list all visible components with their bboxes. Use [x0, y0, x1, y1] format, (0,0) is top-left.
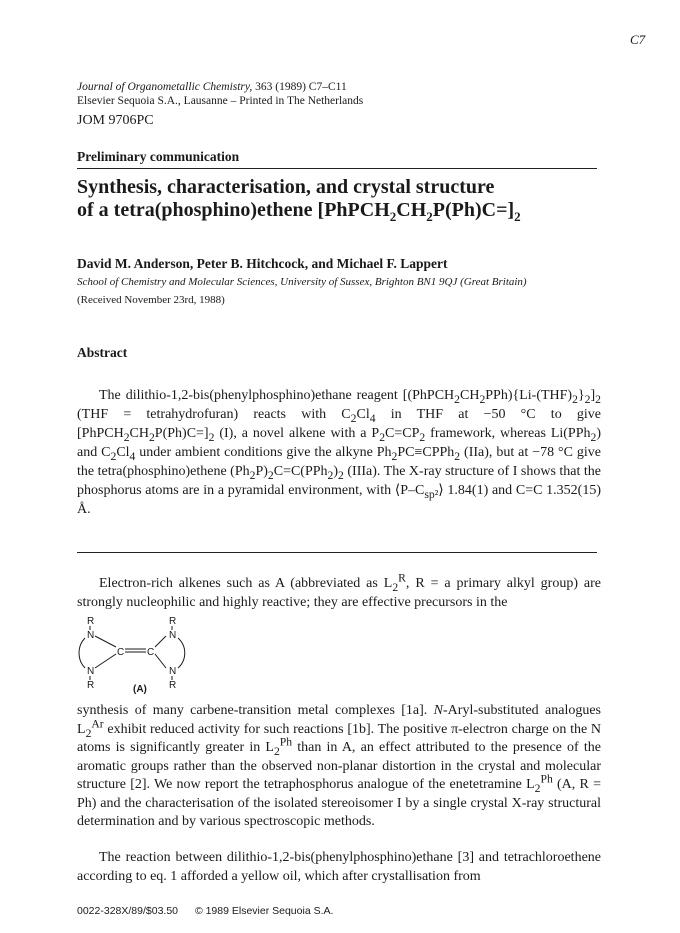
body-paragraph-2: synthesis of many carbene-transition metal complexes [1a]. N-Aryl-substituted analogues $L_2^{Ar}$ exhibit reduced activity for such reactions [1b]. The positive π-electron charge on the N atoms is significantly greater in $L_2^{Ph}$ than in A, an effect attributed to the presence of the aromatic groups rather than the observed non-planar distortion in the crystal and molecular structure [2]. We now report the tetraphosphorus analogue of the enetetramine $L_2^{Ph}$ (A, R = Ph) and the characterisation of the isolated stereoisomer I by a single crystal X-ray structural determination and by various spectroscopic methods. [77, 703, 602, 829]
atom-r-bottom-left: R [87, 680, 95, 691]
affiliation: School of Chemistry and Molecular Sciences, University of Sussex, Brighton BN1 9QJ (Great Britain) [77, 276, 527, 288]
structure-label: (A) [133, 684, 147, 695]
atom-n-bottom-left: N [87, 666, 95, 677]
section-label: Preliminary communication [77, 149, 240, 164]
body-paragraph-3: The reaction between dilithio-1,2-bis(phenylphosphino)ethane [3] and tetrachloroethene according to eq. 1 afforded a yellow oil, which after crystallisation from [77, 850, 601, 884]
publisher-line: Elsevier Sequoia S.A., Lausanne – Printed in The Netherlands [77, 95, 364, 107]
atom-c-right: C [147, 647, 155, 658]
jom-code: JOM 9706PC [77, 113, 154, 128]
atom-n-bottom-right: N [169, 666, 177, 677]
atom-r-bottom-right: R [169, 680, 177, 691]
atom-r-top-left: R [87, 616, 95, 627]
abstract-heading: Abstract [77, 345, 128, 360]
authors: David M. Anderson, Peter B. Hitchcock, and Michael F. Lappert [77, 256, 448, 271]
journal-name: Journal of Organometallic Chemistry, [77, 81, 253, 93]
title-line-2: of a tetra(phosphino)ethene $[PhPCH_2CH_2P(Ph)C=]_2$ [77, 199, 521, 224]
abstract-text: The dilithio-1,2-bis(phenylphosphino)ethane reagent $[(PhPCH_2CH_2PPh)\{Li-(THF)_2\}_2]_2$ (THF = tetrahydrofuran) reacts with $C_2Cl_4$ in THF at −50 °C to give $[PhPCH_2CH_2P(Ph)C=]_2$ (I), a novel alkene with a $P_2C=CP_2$ framework, whereas Li(PPh$_2$) and $C_2Cl_4$ under ambient conditions give the alkyne $Ph_2PC\equiv CPPh_2$ (IIa), but at −78 °C give the tetra(phosphino)ethene $(Ph_2P)_2C=C(PPh_2)_2$ (IIIa). The X-ray structure of I shows that the phosphorus atoms are in a pyramidal environment, with $⟨P-C_{sp^2}⟩$ 1.84(1) and C=C 1.352(15) Å. [77, 388, 602, 517]
received-date: (Received November 23rd, 1988) [77, 294, 225, 306]
atom-n-top-left: N [87, 630, 95, 641]
journal-ref: 363 (1989) C7–C11 [252, 81, 347, 93]
abstract-rule [77, 552, 597, 553]
page-footer [77, 905, 347, 917]
atom-n-top-right: N [169, 630, 177, 641]
title-line-1: Synthesis, characterisation, and crystal structure [77, 176, 495, 198]
atom-r-top-right: R [169, 616, 177, 627]
atom-c-left: C [117, 647, 125, 658]
structure-A-diagram [77, 616, 217, 694]
body-paragraph-1: Electron-rich alkenes such as A (abbreviated as $L_2^R$, R = a primary alkyl group) are strongly nucleophilic and highly reactive; they are effective precursors in the [77, 571, 602, 610]
article-title [77, 176, 617, 222]
header-rule [77, 168, 597, 169]
footer-issn: 0022-328X/89/$03.50 [77, 905, 179, 917]
journal-citation [77, 80, 347, 94]
footer-copyright: © 1989 Elsevier Sequoia S.A. [194, 905, 334, 917]
page-number: C7 [630, 32, 646, 47]
